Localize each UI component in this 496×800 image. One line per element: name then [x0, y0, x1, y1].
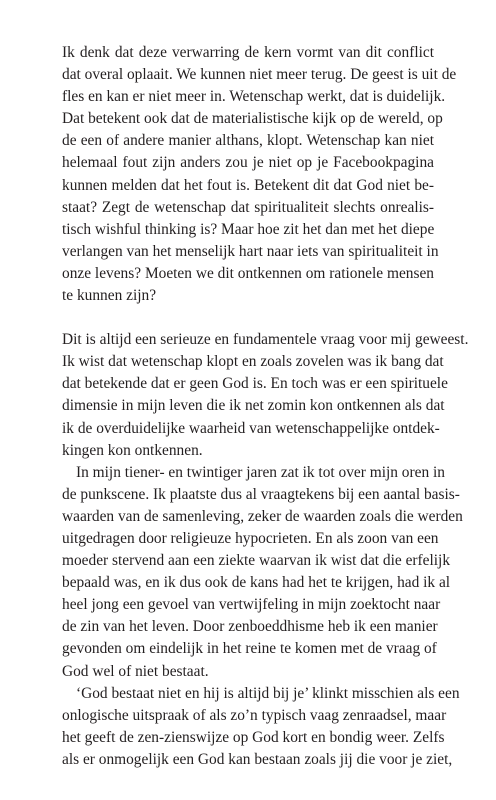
text-line: onlogische uitspraak of als zo’n typisch vaag zenraadsel, maar: [62, 706, 447, 724]
paragraph: [62, 683, 460, 771]
text-line: Ik wist dat wetenschap klopt en zoals zovelen was ik bang dat: [62, 353, 444, 371]
text-line: te kunnen zijn?: [62, 287, 157, 305]
text-line: verlangen van het menselijk hart naar iets van spiritualiteit in: [62, 242, 439, 260]
text-line: ik de overduidelijke waarheid van wetenschappelijke ontdek-: [62, 419, 440, 437]
text-line: tisch wishful thinking is? Maar hoe zit het dan met het diepe: [62, 220, 435, 238]
text-line: staat? Zegt de wetenschap dat spiritualiteit slechts onrealis-: [62, 198, 434, 216]
text-line: fles en kan er niet meer in. Wetenschap werkt, dat is duidelijk.: [62, 88, 446, 106]
text-line: waarden van de samenleving, zeker de waarden zoals die werden: [62, 507, 463, 525]
text-line: ‘God bestaat niet en hij is altijd bij je’ klinkt misschien als een: [76, 684, 460, 702]
text-line: In mijn tiener- en twintiger jaren zat ik tot over mijn oren in: [76, 463, 445, 481]
text-line: als er onmogelijk een God kan bestaan zoals jij die voor je ziet,: [62, 750, 453, 768]
book-page: [62, 42, 469, 771]
text-line: helemaal fout zijn anders zou je niet op je Facebookpagina: [62, 154, 434, 172]
text-line: gevonden om eindelijk in het reine te komen met de vraag of: [62, 640, 437, 658]
paragraph: [62, 462, 463, 683]
paragraph: [62, 42, 457, 307]
text-line: dimensie in mijn leven die ik net zomin kon ontkennen als dat: [62, 397, 445, 415]
text-line: de zin van het leven. Door zenboeddhisme heb ik een manier: [62, 618, 438, 636]
text-line: bepaald was, en ik dus ook de kans had het te krijgen, had ik al: [62, 574, 451, 592]
text-line: God wel of niet bestaat.: [62, 662, 209, 680]
section-break: [62, 307, 434, 329]
text-line: heel jong een gevoel van vertwijfeling in mijn zoektocht naar: [62, 596, 441, 614]
text-line: dat betekende dat er geen God is. En toch was er een spirituele: [62, 375, 448, 393]
text-line: Dat betekent ook dat de materialistische kijk op de wereld, op: [62, 110, 443, 128]
text-line: het geeft de zen-zienswijze op God kort en bondig weer. Zelfs: [62, 728, 445, 746]
text-line: Dit is altijd een serieuze en fundamentele vraag voor mij geweest.: [62, 331, 469, 349]
text-line: dat overal oplaait. We kunnen niet meer terug. De geest is uit de: [62, 66, 457, 84]
text-line: moeder stervend aan een ziekte waarvan ik wist dat die erfelijk: [62, 552, 451, 570]
text-line: onze levens? Moeten we dit ontkennen om rationele mensen: [62, 264, 434, 282]
text-line: de een of andere manier althans, klopt. Wetenschap kan niet: [62, 132, 434, 150]
paragraph: [62, 329, 469, 462]
text-line: de punkscene. Ik plaatste dus al vraagtekens bij een aantal basis-: [62, 485, 460, 503]
text-line: Ik denk dat deze verwarring de kern vormt van dit conflict: [62, 44, 434, 61]
text-line: kingen kon ontkennen.: [62, 441, 203, 459]
text-line: kunnen melden dat het fout is. Betekent dit dat God niet be-: [62, 176, 434, 194]
text-line: uitgedragen door religieuze hypocrieten. En als zoon van een: [62, 529, 439, 547]
